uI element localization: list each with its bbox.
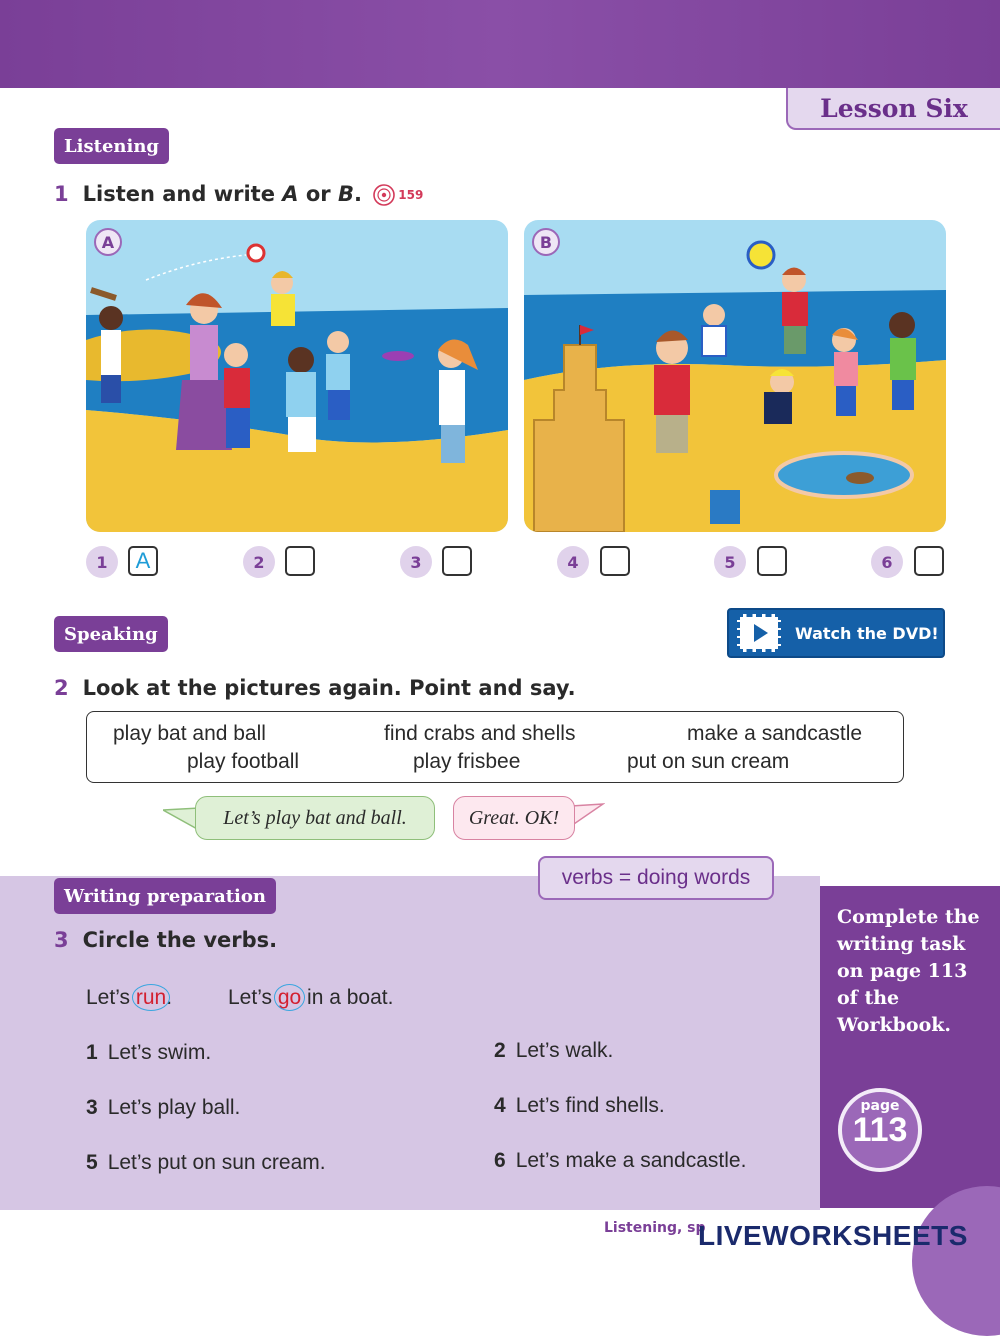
sentence-item[interactable] <box>86 1041 211 1065</box>
answer-box-6[interactable] <box>914 546 944 576</box>
watch-dvd-button[interactable] <box>727 608 945 658</box>
word-box <box>86 711 904 783</box>
option-a: A <box>282 182 299 206</box>
sentence-item[interactable] <box>494 1039 613 1063</box>
example-text: . <box>166 986 173 1009</box>
beach-scene-a <box>86 220 508 532</box>
circled-verb: go <box>277 986 302 1009</box>
beach-scene-a-illustration <box>86 220 508 532</box>
footer-page-circle <box>912 1186 1000 1336</box>
audio-cd-icon[interactable] <box>373 184 395 206</box>
top-banner <box>0 0 1000 88</box>
option-b: B <box>337 182 354 206</box>
scene-label-a: A <box>94 228 122 256</box>
exercise-number: 1 <box>54 182 69 206</box>
instruction-text: Listen and write <box>82 182 283 206</box>
sentence-item[interactable] <box>494 1149 746 1173</box>
footer-caption: Listening, sp <box>604 1220 706 1236</box>
answer-box-2[interactable] <box>285 546 315 576</box>
item-text: Let’s walk. <box>515 1039 614 1062</box>
word-item: put on sun cream <box>627 750 790 773</box>
exercise-2-instruction <box>54 676 576 700</box>
answer-number-6: 6 <box>871 546 903 578</box>
item-number: 5 <box>86 1151 98 1174</box>
page-badge <box>838 1088 922 1172</box>
word-item: play frisbee <box>413 750 521 773</box>
item-number: 3 <box>86 1096 98 1119</box>
sentence-item[interactable] <box>494 1094 665 1118</box>
watch-dvd-label: Watch the DVD! <box>795 623 939 643</box>
answer-number-2: 2 <box>243 546 275 578</box>
answer-number-5: 5 <box>714 546 746 578</box>
instruction-or: or <box>298 182 338 206</box>
speech-bubble-pink: Great. OK! <box>453 796 575 840</box>
speech-bubble-tail <box>571 802 605 828</box>
item-text: Let’s swim. <box>107 1041 212 1064</box>
answer-number-3: 3 <box>400 546 432 578</box>
beach-scene-b-illustration <box>524 220 946 532</box>
item-text: Let’s make a sandcastle. <box>515 1149 747 1172</box>
item-number: 1 <box>86 1041 98 1064</box>
word-item: find crabs and shells <box>384 722 576 745</box>
section-label-listening: Listening <box>54 128 169 164</box>
item-number: 2 <box>494 1039 506 1062</box>
beach-scene-b <box>524 220 946 532</box>
sentence-item[interactable] <box>86 1151 326 1175</box>
audio-track-number: 159 <box>398 188 424 202</box>
exercise-3-instruction <box>54 928 277 952</box>
answer-number-1: 1 <box>86 546 118 578</box>
speech-bubble-green: Let’s play bat and ball. <box>195 796 435 840</box>
answer-box-3[interactable] <box>442 546 472 576</box>
item-text: Let’s find shells. <box>515 1094 665 1117</box>
example-text: Let’s <box>86 986 136 1009</box>
section-label-speaking: Speaking <box>54 616 168 652</box>
liveworksheets-watermark[interactable]: LIVEWORKSHEETS <box>698 1220 968 1251</box>
answer-box-1[interactable]: A <box>128 546 158 576</box>
exercise-number: 3 <box>54 928 69 952</box>
exercise-1-instruction <box>54 182 423 206</box>
circled-verb: run <box>135 986 167 1009</box>
word-item: make a sandcastle <box>687 722 863 745</box>
example-text: Let’s <box>228 986 278 1009</box>
instruction-period: . <box>353 182 362 206</box>
scene-label-b: B <box>532 228 560 256</box>
item-number: 4 <box>494 1094 506 1117</box>
play-icon <box>737 614 781 652</box>
page-badge-number: 113 <box>852 1111 908 1149</box>
verbs-note: verbs = doing words <box>538 856 774 900</box>
answer-box-4[interactable] <box>600 546 630 576</box>
instruction-text: Look at the pictures again. Point and say. <box>82 676 576 700</box>
answer-number-4: 4 <box>557 546 589 578</box>
item-text: Let’s put on sun cream. <box>107 1151 326 1174</box>
section-label-writing: Writing preparation <box>54 878 276 914</box>
lesson-title: Lesson Six <box>786 88 1000 130</box>
example-2 <box>228 986 393 1010</box>
exercise-number: 2 <box>54 676 69 700</box>
item-text: Let’s play ball. <box>107 1096 241 1119</box>
word-item: play bat and ball <box>113 722 266 745</box>
instruction-text: Circle the verbs. <box>82 928 278 952</box>
page-badge-label: page <box>860 1098 900 1114</box>
workbook-instruction: Complete the writing task on page 113 of the Workbook. <box>837 906 980 1036</box>
answer-box-5[interactable] <box>757 546 787 576</box>
example-text: in a boat. <box>301 986 394 1009</box>
item-number: 6 <box>494 1149 506 1172</box>
sentence-item[interactable] <box>86 1096 240 1120</box>
example-1 <box>86 986 172 1010</box>
word-item: play football <box>187 750 300 773</box>
